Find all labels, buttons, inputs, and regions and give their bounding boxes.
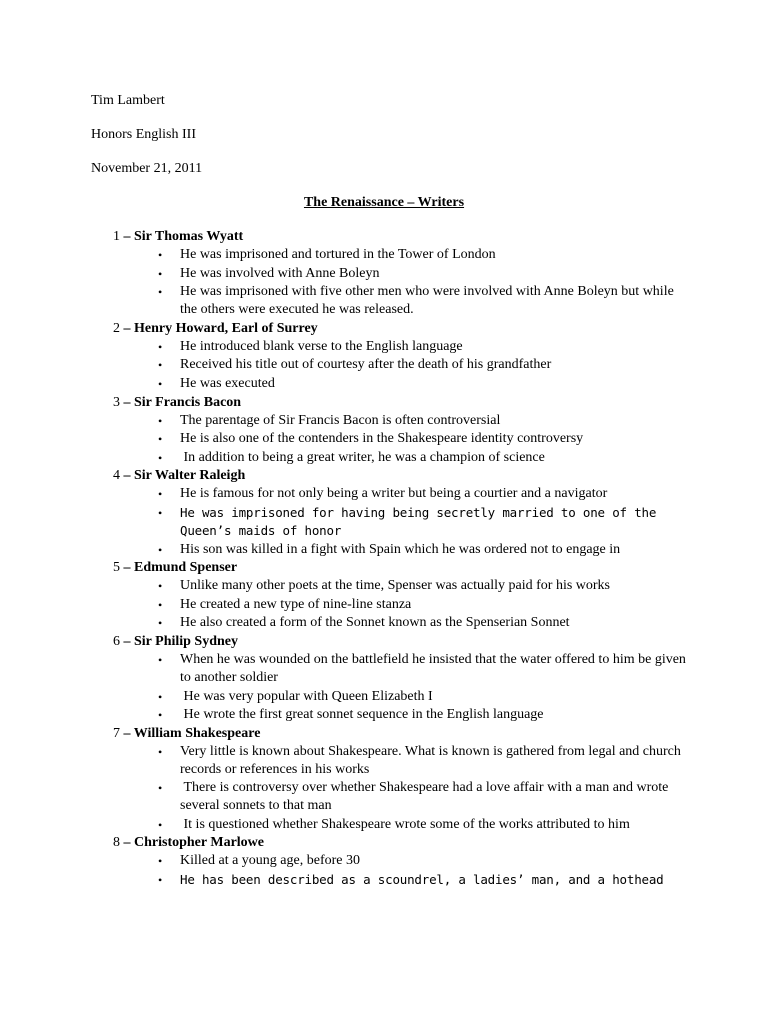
bullet-icon: • — [158, 432, 163, 447]
fact-text: He has been described as a scoundrel, a ladies’ man, and a hothead — [180, 872, 664, 888]
author-name: Tim Lambert — [91, 93, 165, 108]
writer-heading — [113, 394, 693, 412]
bullet-icon: • — [158, 817, 163, 832]
fact-item — [113, 651, 693, 687]
writer-section — [113, 725, 693, 834]
writer-number: 3 — [113, 394, 120, 410]
fact-list — [113, 743, 693, 834]
document-date: November 21, 2011 — [91, 161, 203, 176]
writer-heading — [113, 725, 693, 743]
fact-text: There is controversy over whether Shakespeare had a love affair with a man and wrote several sonnets to that man — [180, 780, 672, 814]
bullet-icon: • — [158, 744, 163, 759]
writer-name: Sir Francis Bacon — [134, 394, 242, 410]
fact-list — [113, 577, 693, 632]
writers-list — [113, 228, 693, 890]
fact-item — [113, 412, 693, 430]
fact-list — [113, 485, 693, 558]
fact-item — [113, 246, 693, 264]
writer-number: 1 — [113, 229, 120, 244]
course-name: Honors English III — [91, 127, 196, 142]
fact-text: It is questioned whether Shakespeare wrote some of the works attributed to him — [180, 816, 630, 832]
fact-item — [113, 816, 693, 834]
bullet-icon: • — [158, 358, 163, 373]
document-title: The Renaissance – Writers — [303, 195, 465, 210]
fact-text: He wrote the first great sonnet sequence in the English language — [180, 707, 544, 723]
fact-text: He was imprisoned and tortured in the Tower of London — [180, 247, 496, 262]
fact-text: Unlike many other poets at the time, Spenser was actually paid for his works — [180, 578, 611, 594]
writer-dash: – — [120, 320, 134, 336]
fact-item — [113, 614, 693, 632]
fact-text: He is famous for not only being a writer but being a courtier and a navigator — [180, 486, 608, 502]
bullet-icon: • — [158, 616, 163, 631]
bullet-icon: • — [158, 781, 163, 796]
bullet-icon: • — [158, 652, 163, 667]
fact-text: He is also one of the contenders in the Shakespeare identity controversy — [180, 431, 584, 447]
writer-section — [113, 633, 693, 724]
writer-name: William Shakespeare — [133, 725, 261, 741]
writer-name: Christopher Marlowe — [134, 835, 264, 851]
fact-text: In addition to being a great writer, he was a champion of science — [180, 449, 545, 465]
writer-heading — [113, 633, 693, 651]
fact-text: The parentage of Sir Francis Bacon is often controversial — [180, 412, 501, 428]
writer-heading — [113, 320, 693, 338]
writer-number: 6 — [113, 633, 120, 649]
bullet-icon: • — [158, 542, 163, 557]
writer-section — [113, 467, 693, 558]
writer-dash: – — [120, 560, 134, 576]
fact-item — [113, 871, 693, 889]
writer-heading — [113, 467, 693, 485]
writer-dash: – — [120, 633, 134, 649]
writer-number: 4 — [113, 468, 120, 484]
fact-text: When he was wounded on the battlefield he insisted that the water offered to him be given to another soldier — [180, 651, 690, 685]
writer-dash: – — [120, 468, 134, 484]
writer-heading — [113, 834, 693, 852]
writer-name: Sir Philip Sydney — [134, 633, 239, 649]
fact-item — [113, 688, 693, 706]
fact-item — [113, 265, 693, 283]
bullet-icon: • — [158, 505, 163, 520]
fact-list — [113, 412, 693, 467]
writer-number: 2 — [113, 320, 120, 336]
fact-text: He was executed — [180, 375, 275, 391]
fact-item — [113, 706, 693, 724]
bullet-icon: • — [158, 266, 163, 281]
writer-section — [113, 394, 693, 467]
bullet-icon: • — [158, 285, 163, 300]
bullet-icon: • — [158, 450, 163, 465]
writer-number: 5 — [113, 560, 120, 576]
writer-dash: – — [120, 725, 134, 741]
writer-dash: – — [120, 394, 134, 410]
bullet-icon: • — [158, 487, 163, 502]
writer-name: Sir Walter Raleigh — [134, 468, 246, 484]
fact-text: He was imprisoned with five other men who were involved with Anne Boleyn but while the others were executed he was released. — [180, 284, 678, 318]
writer-dash: – — [120, 229, 134, 244]
fact-item — [113, 283, 693, 319]
fact-text: He introduced blank verse to the English language — [180, 338, 463, 354]
fact-item — [113, 356, 693, 374]
fact-text: Killed at a young age, before 30 — [180, 853, 360, 869]
writer-number: 8 — [113, 835, 120, 851]
fact-item — [113, 375, 693, 393]
fact-list — [113, 246, 693, 319]
fact-text: Very little is known about Shakespeare. What is known is gathered from legal and church records or references in his works — [180, 743, 685, 777]
bullet-icon: • — [158, 873, 163, 888]
fact-item — [113, 541, 693, 559]
fact-item — [113, 596, 693, 614]
fact-item — [113, 449, 693, 467]
writer-section — [113, 559, 693, 632]
bullet-icon: • — [158, 708, 163, 723]
fact-item — [113, 430, 693, 448]
fact-item — [113, 577, 693, 595]
fact-item — [113, 338, 693, 356]
bullet-icon: • — [158, 248, 163, 262]
fact-text: He also created a form of the Sonnet known as the Spenserian Sonnet — [180, 615, 570, 631]
writer-heading — [113, 228, 693, 246]
fact-item — [113, 852, 693, 870]
fact-list — [113, 651, 693, 724]
bullet-icon: • — [158, 579, 163, 594]
fact-text: His son was killed in a fight with Spain which he was ordered not to engage in — [180, 541, 621, 557]
fact-item — [113, 504, 693, 540]
fact-text: He created a new type of nine-line stanza — [180, 596, 412, 612]
fact-item — [113, 485, 693, 503]
writer-section — [113, 834, 693, 889]
bullet-icon: • — [158, 597, 163, 612]
bullet-icon: • — [158, 413, 163, 428]
fact-list — [113, 852, 693, 889]
writer-name: Sir Thomas Wyatt — [134, 229, 244, 244]
bullet-icon: • — [158, 854, 163, 869]
bullet-icon: • — [158, 689, 163, 704]
writer-name: Henry Howard, Earl of Surrey — [134, 320, 318, 336]
bullet-icon: • — [158, 339, 163, 354]
fact-text: Received his title out of courtesy after the death of his grandfather — [180, 357, 552, 373]
fact-text: He was very popular with Queen Elizabeth I — [180, 688, 433, 704]
writer-heading — [113, 559, 693, 577]
fact-item — [113, 743, 693, 779]
writer-section — [113, 228, 693, 319]
writer-name: Edmund Spenser — [134, 560, 238, 576]
writer-section — [113, 320, 693, 393]
bullet-icon: • — [158, 376, 163, 391]
fact-text: He was involved with Anne Boleyn — [180, 265, 380, 281]
writer-dash: – — [120, 835, 134, 851]
writer-number: 7 — [113, 725, 120, 741]
fact-item — [113, 779, 693, 815]
fact-text: He was imprisoned for having being secretly married to one of the Queen’s maids of honor — [180, 504, 664, 538]
fact-list — [113, 338, 693, 393]
